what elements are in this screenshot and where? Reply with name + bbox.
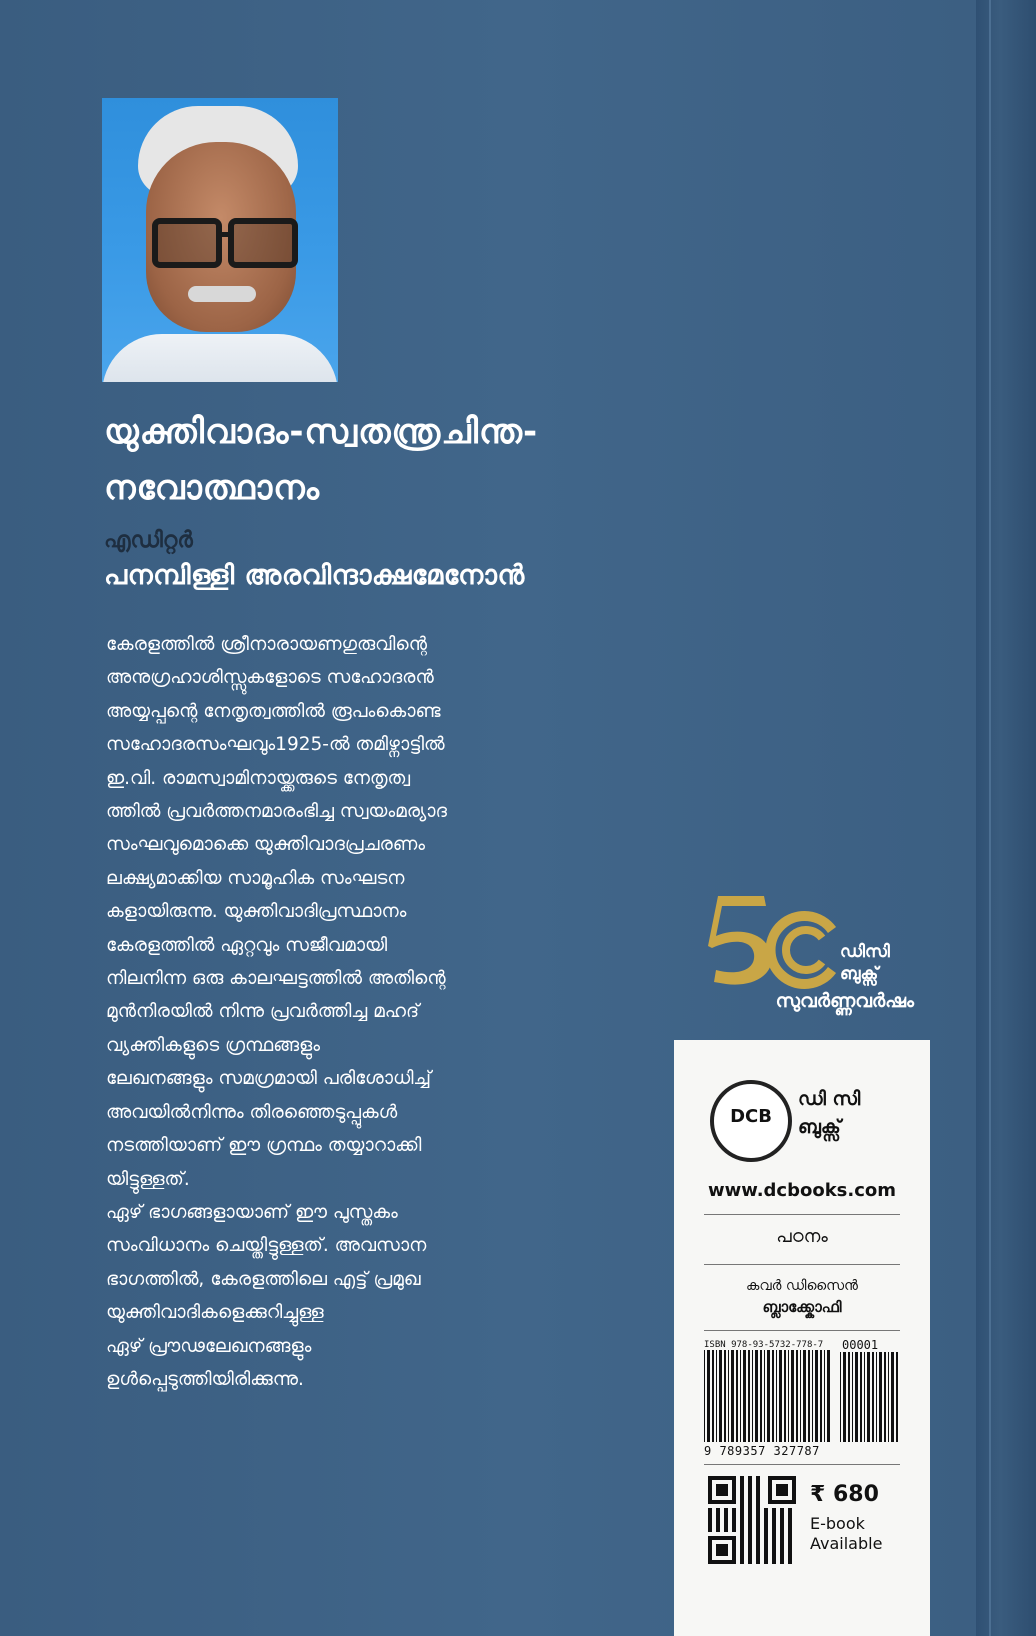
- golden-jubilee-logo: [704, 890, 914, 1020]
- barcode-bar: [888, 1352, 889, 1442]
- qr-module: [764, 1536, 768, 1540]
- qr-module: [756, 1484, 760, 1488]
- divider: [704, 1330, 900, 1331]
- qr-module: [748, 1496, 752, 1500]
- qr-module: [740, 1496, 744, 1500]
- barcode-bar: [860, 1352, 862, 1442]
- barcode-bar: [719, 1350, 722, 1442]
- qr-module: [756, 1500, 760, 1504]
- cover-design-label: കവർ ഡിസൈൻ: [746, 1278, 858, 1294]
- qr-module: [756, 1556, 760, 1560]
- qr-module: [756, 1544, 760, 1548]
- photo-glasses-bridge: [218, 232, 232, 237]
- barcode-bar: [764, 1350, 765, 1442]
- barcode-bar: [767, 1350, 770, 1442]
- qr-module: [740, 1480, 744, 1484]
- qr-module: [780, 1536, 784, 1540]
- barcode-bar: [840, 1352, 841, 1442]
- qr-module: [748, 1524, 752, 1528]
- barcode-bar: [748, 1350, 750, 1442]
- qr-module: [764, 1548, 768, 1552]
- qr-module: [740, 1556, 744, 1560]
- qr-module: [708, 1512, 712, 1516]
- barcode-bar: [843, 1352, 846, 1442]
- zero-arc-inner: [786, 930, 822, 970]
- qr-module: [780, 1524, 784, 1528]
- qr-module: [772, 1520, 776, 1524]
- qr-module: [748, 1500, 752, 1504]
- qr-module: [788, 1520, 792, 1524]
- qr-module: [756, 1504, 760, 1508]
- qr-module: [748, 1512, 752, 1516]
- qr-module: [756, 1516, 760, 1520]
- qr-module: [772, 1512, 776, 1516]
- qr-module: [748, 1540, 752, 1544]
- qr-module: [732, 1528, 736, 1532]
- barcode-bar: [740, 1350, 741, 1442]
- photo-glasses-right: [228, 218, 298, 268]
- qr-module: [764, 1512, 768, 1516]
- ebook-line-1: E-book: [810, 1514, 865, 1533]
- barcode-bar: [820, 1350, 822, 1442]
- photo-shirt: [102, 334, 338, 382]
- qr-module: [780, 1520, 784, 1524]
- blurb-line: സഹോദരസംഘവും1925-ൽ തമിഴ്നാട്ടിൽ: [106, 734, 445, 756]
- qr-module: [772, 1544, 776, 1548]
- barcode-bar: [891, 1352, 894, 1442]
- barcode-bar: [896, 1352, 898, 1442]
- qr-module: [772, 1508, 776, 1512]
- qr-module: [740, 1544, 744, 1548]
- barcode-bar: [724, 1350, 726, 1442]
- qr-module: [756, 1548, 760, 1552]
- barcode-bar: [879, 1352, 882, 1442]
- qr-module: [780, 1508, 784, 1512]
- qr-module: [764, 1520, 768, 1524]
- jubilee-line-3: സുവർണ്ണവർഷം: [775, 990, 914, 1012]
- spine-fold-line: [989, 0, 991, 1636]
- price: ₹ 680: [810, 1482, 879, 1507]
- barcode-bar: [852, 1352, 853, 1442]
- qr-module: [748, 1532, 752, 1536]
- qr-module: [780, 1548, 784, 1552]
- barcode-bar: [731, 1350, 734, 1442]
- qr-module: [740, 1512, 744, 1516]
- jubilee-line-2: ബുക്സ്: [840, 964, 879, 984]
- qr-module: [708, 1508, 712, 1512]
- barcode-bar: [808, 1350, 810, 1442]
- qr-module: [740, 1536, 744, 1540]
- addon-barcode: [840, 1352, 902, 1442]
- barcode-bar: [872, 1352, 874, 1442]
- zero-arc-outer: [771, 916, 832, 984]
- qr-module: [756, 1552, 760, 1556]
- qr-code-icon[interactable]: [708, 1476, 796, 1564]
- qr-module: [740, 1552, 744, 1556]
- barcode-bar: [716, 1350, 717, 1442]
- qr-module: [740, 1488, 744, 1492]
- qr-module: [764, 1556, 768, 1560]
- genre-label: പഠനം: [776, 1226, 828, 1247]
- blurb-line: സംവിധാനം ചെയ്തിട്ടുള്ളത്. അവസാന: [106, 1235, 427, 1257]
- qr-module: [788, 1524, 792, 1528]
- blurb-line: ത്തിൽ പ്രവർത്തനമാരംഭിച്ച സ്വയംമര്യാദ: [106, 801, 447, 823]
- qr-module: [724, 1512, 728, 1516]
- barcode-addon-code: 00001: [842, 1338, 879, 1352]
- qr-module: [788, 1528, 792, 1532]
- qr-module: [740, 1500, 744, 1504]
- blurb-line: കേരളത്തിൽ ഏറ്റവും സജീവമായി: [106, 934, 388, 956]
- barcode-bar: [755, 1350, 758, 1442]
- blurb-line: യിട്ടുള്ളത്.: [106, 1168, 190, 1190]
- qr-module: [780, 1532, 784, 1536]
- blurb-line: വ്യക്തികളുടെ ഗ്രന്ഥങ്ങളും: [106, 1034, 320, 1056]
- barcode-bar: [827, 1350, 830, 1442]
- qr-module: [748, 1508, 752, 1512]
- qr-module: [756, 1508, 760, 1512]
- qr-module: [724, 1528, 728, 1532]
- qr-module: [772, 1524, 776, 1528]
- qr-module: [772, 1516, 776, 1520]
- blurb-line: മുൻനിരയിൽ നിന്നു പ്രവർത്തിച്ച മഹദ്: [106, 1001, 420, 1023]
- qr-module: [740, 1516, 744, 1520]
- qr-module: [756, 1536, 760, 1540]
- editor-label: എഡിറ്റർ: [104, 528, 193, 553]
- blurb-line: നിലനിന്ന ഒരു കാലഘട്ടത്തിൽ അതിന്റെ: [106, 968, 446, 990]
- barcode-bar: [779, 1350, 782, 1442]
- jubilee-line-1: ഡിസി: [840, 942, 890, 962]
- barcode-bar: [760, 1350, 762, 1442]
- qr-module: [756, 1512, 760, 1516]
- qr-module: [764, 1544, 768, 1548]
- qr-module: [764, 1528, 768, 1532]
- qr-module: [740, 1528, 744, 1532]
- book-title-line-2: നവോത്ഥാനം: [104, 468, 320, 508]
- qr-module: [788, 1548, 792, 1552]
- photo-glasses-left: [152, 218, 222, 268]
- qr-module: [748, 1476, 752, 1480]
- dcb-logo-badge: [710, 1080, 792, 1162]
- publisher-name-line-1: ഡി സി: [798, 1088, 861, 1110]
- blurb-line: സംഘവുമൊക്കെ യുക്തിവാദപ്രചരണം: [106, 834, 426, 856]
- qr-module: [708, 1528, 712, 1532]
- qr-module: [732, 1524, 736, 1528]
- qr-module: [740, 1484, 744, 1488]
- qr-module: [756, 1532, 760, 1536]
- qr-module: [748, 1556, 752, 1560]
- publisher-info-panel: [674, 1040, 930, 1636]
- qr-module: [788, 1560, 792, 1564]
- qr-module: [748, 1488, 752, 1492]
- barcode-bar: [784, 1350, 786, 1442]
- editor-name: പനമ്പിള്ളി അരവിന്ദാക്ഷമേനോൻ: [104, 560, 525, 591]
- barcode-bar: [772, 1350, 774, 1442]
- qr-module: [748, 1504, 752, 1508]
- barcode-bar: [800, 1350, 801, 1442]
- qr-module: [780, 1512, 784, 1516]
- barcode-bar: [815, 1350, 818, 1442]
- qr-finder: [716, 1544, 728, 1556]
- qr-module: [764, 1524, 768, 1528]
- barcode-bar: [803, 1350, 806, 1442]
- barcode-bar: [704, 1350, 705, 1442]
- blurb-line: അയ്യപ്പന്റെ നേതൃത്വത്തിൽ രൂപംകൊണ്ട: [106, 700, 441, 722]
- qr-module: [788, 1516, 792, 1520]
- qr-module: [748, 1544, 752, 1548]
- qr-module: [764, 1552, 768, 1556]
- photo-mustache: [188, 286, 256, 302]
- qr-module: [732, 1512, 736, 1516]
- qr-module: [748, 1536, 752, 1540]
- cover-design-name: ബ്ലാക്ക്കോഫി: [762, 1298, 842, 1316]
- qr-module: [756, 1496, 760, 1500]
- barcode-bar: [728, 1350, 729, 1442]
- qr-module: [756, 1480, 760, 1484]
- barcode-bar: [736, 1350, 738, 1442]
- qr-module: [748, 1484, 752, 1488]
- blurb-line: അനുഗ്രഹാശിസ്സുകളോടെ സഹോദരൻ: [106, 667, 434, 689]
- qr-module: [788, 1532, 792, 1536]
- blurb-line: അവയിൽനിന്നും തിരഞ്ഞെടുപ്പുകൾ: [106, 1101, 398, 1123]
- dcb-logo-text: DCB: [730, 1106, 772, 1127]
- blurb-text: [106, 628, 626, 1396]
- qr-module: [764, 1516, 768, 1520]
- qr-module: [748, 1492, 752, 1496]
- qr-module: [772, 1552, 776, 1556]
- qr-module: [740, 1520, 744, 1524]
- qr-finder: [776, 1484, 788, 1496]
- qr-module: [772, 1540, 776, 1544]
- barcode-bar: [884, 1352, 886, 1442]
- blurb-line: കേരളത്തിൽ ശ്രീനാരായണഗുരുവിന്റെ: [106, 634, 428, 655]
- qr-module: [788, 1512, 792, 1516]
- qr-module: [740, 1532, 744, 1536]
- divider: [704, 1214, 900, 1215]
- barcode-bar: [712, 1350, 714, 1442]
- qr-module: [756, 1524, 760, 1528]
- divider: [704, 1264, 900, 1265]
- qr-module: [740, 1560, 744, 1564]
- blurb-line: ഇ.വി. രാമസ്വാമിനായ്ക്കരുടെ നേതൃത്വ: [106, 767, 411, 789]
- blurb-line: നടത്തിയാണ് ഈ ഗ്രന്ഥം തയ്യാറാക്കി: [106, 1135, 422, 1157]
- publisher-url[interactable]: www.dcbooks.com: [707, 1180, 897, 1201]
- qr-module: [716, 1524, 720, 1528]
- qr-module: [724, 1520, 728, 1524]
- qr-module: [788, 1508, 792, 1512]
- qr-module: [764, 1508, 768, 1512]
- qr-module: [748, 1548, 752, 1552]
- qr-module: [748, 1520, 752, 1524]
- qr-module: [740, 1476, 744, 1480]
- barcode-bar: [867, 1352, 870, 1442]
- barcode-bar: [876, 1352, 877, 1442]
- qr-module: [780, 1528, 784, 1532]
- qr-module: [716, 1520, 720, 1524]
- qr-module: [732, 1520, 736, 1524]
- qr-module: [772, 1548, 776, 1552]
- qr-module: [748, 1560, 752, 1564]
- fifty-numeral-icon: [704, 890, 844, 990]
- qr-module: [716, 1516, 720, 1520]
- qr-module: [740, 1548, 744, 1552]
- qr-module: [748, 1552, 752, 1556]
- qr-module: [780, 1560, 784, 1564]
- qr-module: [748, 1516, 752, 1520]
- blurb-line: ഭാഗത്തിൽ, കേരളത്തിലെ എട്ട് പ്രമുഖ: [106, 1268, 421, 1290]
- qr-module: [724, 1524, 728, 1528]
- blurb-line: ലേഖനങ്ങളും സമഗ്രമായി പരിശോധിച്ച്: [106, 1068, 431, 1090]
- qr-module: [756, 1492, 760, 1496]
- qr-module: [772, 1560, 776, 1564]
- barcode-number: 9 789357 327787: [704, 1444, 820, 1458]
- qr-module: [756, 1528, 760, 1532]
- isbn-text: ISBN 978-93-5732-778-7: [704, 1340, 824, 1350]
- qr-module: [764, 1540, 768, 1544]
- book-title: [104, 404, 724, 516]
- qr-module: [740, 1540, 744, 1544]
- qr-module: [780, 1516, 784, 1520]
- qr-module: [788, 1536, 792, 1540]
- spine-edge: [976, 0, 1036, 1636]
- qr-module: [788, 1552, 792, 1556]
- qr-module: [788, 1556, 792, 1560]
- qr-module: [716, 1508, 720, 1512]
- qr-module: [740, 1492, 744, 1496]
- qr-module: [764, 1560, 768, 1564]
- qr-module: [772, 1556, 776, 1560]
- qr-module: [764, 1532, 768, 1536]
- qr-module: [716, 1512, 720, 1516]
- blurb-line: കളായിരുന്നു. യുക്തിവാദിപ്രസ്ഥാനം: [106, 901, 407, 923]
- qr-module: [724, 1508, 728, 1512]
- qr-module: [732, 1516, 736, 1520]
- qr-module: [708, 1520, 712, 1524]
- qr-module: [772, 1532, 776, 1536]
- book-title-line-1: യുക്തിവാദം-സ്വതന്ത്രചിന്ത-: [104, 412, 539, 452]
- barcode-bar: [796, 1350, 798, 1442]
- qr-module: [756, 1488, 760, 1492]
- qr-module: [724, 1516, 728, 1520]
- blurb-line: ഉൾപ്പെടുത്തിയിരിക്കുന്നു.: [106, 1368, 304, 1390]
- qr-module: [756, 1540, 760, 1544]
- barcode-bar: [864, 1352, 865, 1442]
- qr-module: [756, 1476, 760, 1480]
- qr-module: [716, 1528, 720, 1532]
- blurb-line: ലക്ഷ്യമാക്കിയ സാമൂഹിക സംഘടന: [106, 867, 405, 889]
- qr-module: [780, 1552, 784, 1556]
- qr-module: [732, 1508, 736, 1512]
- five-glyph: [708, 896, 772, 985]
- blurb-line: ഏഴ് ഭാഗങ്ങളായാണ് ഈ പുസ്തകം: [106, 1201, 398, 1223]
- qr-module: [788, 1544, 792, 1548]
- qr-module: [748, 1480, 752, 1484]
- qr-module: [772, 1528, 776, 1532]
- barcode-bar: [848, 1352, 850, 1442]
- qr-module: [708, 1524, 712, 1528]
- barcode-bar: [824, 1350, 825, 1442]
- barcode-bar: [812, 1350, 813, 1442]
- barcode-bar: [752, 1350, 753, 1442]
- qr-module: [772, 1536, 776, 1540]
- qr-module: [780, 1544, 784, 1548]
- qr-module: [748, 1528, 752, 1532]
- blurb-line: യുക്തിവാദികളെക്കുറിച്ചുള്ള: [106, 1302, 324, 1324]
- publisher-name-line-2: ബുക്സ്: [798, 1116, 841, 1138]
- divider: [704, 1464, 900, 1465]
- author-photo: [102, 98, 338, 382]
- qr-module: [756, 1560, 760, 1564]
- qr-module: [780, 1540, 784, 1544]
- blurb-line: ഏഴ് പ്രൗഢലേഖനങ്ങളും: [106, 1335, 312, 1357]
- qr-module: [756, 1520, 760, 1524]
- barcode-bar: [791, 1350, 794, 1442]
- qr-module: [740, 1508, 744, 1512]
- qr-module: [788, 1540, 792, 1544]
- barcode-bar: [788, 1350, 789, 1442]
- barcode-bar: [707, 1350, 710, 1442]
- barcode-bar: [743, 1350, 746, 1442]
- isbn-barcode: [704, 1350, 834, 1442]
- qr-module: [740, 1504, 744, 1508]
- qr-finder: [716, 1484, 728, 1496]
- ebook-line-2: Available: [810, 1534, 883, 1553]
- qr-module: [740, 1524, 744, 1528]
- qr-module: [780, 1556, 784, 1560]
- barcode-bar: [776, 1350, 777, 1442]
- qr-module: [708, 1516, 712, 1520]
- barcode-bar: [855, 1352, 858, 1442]
